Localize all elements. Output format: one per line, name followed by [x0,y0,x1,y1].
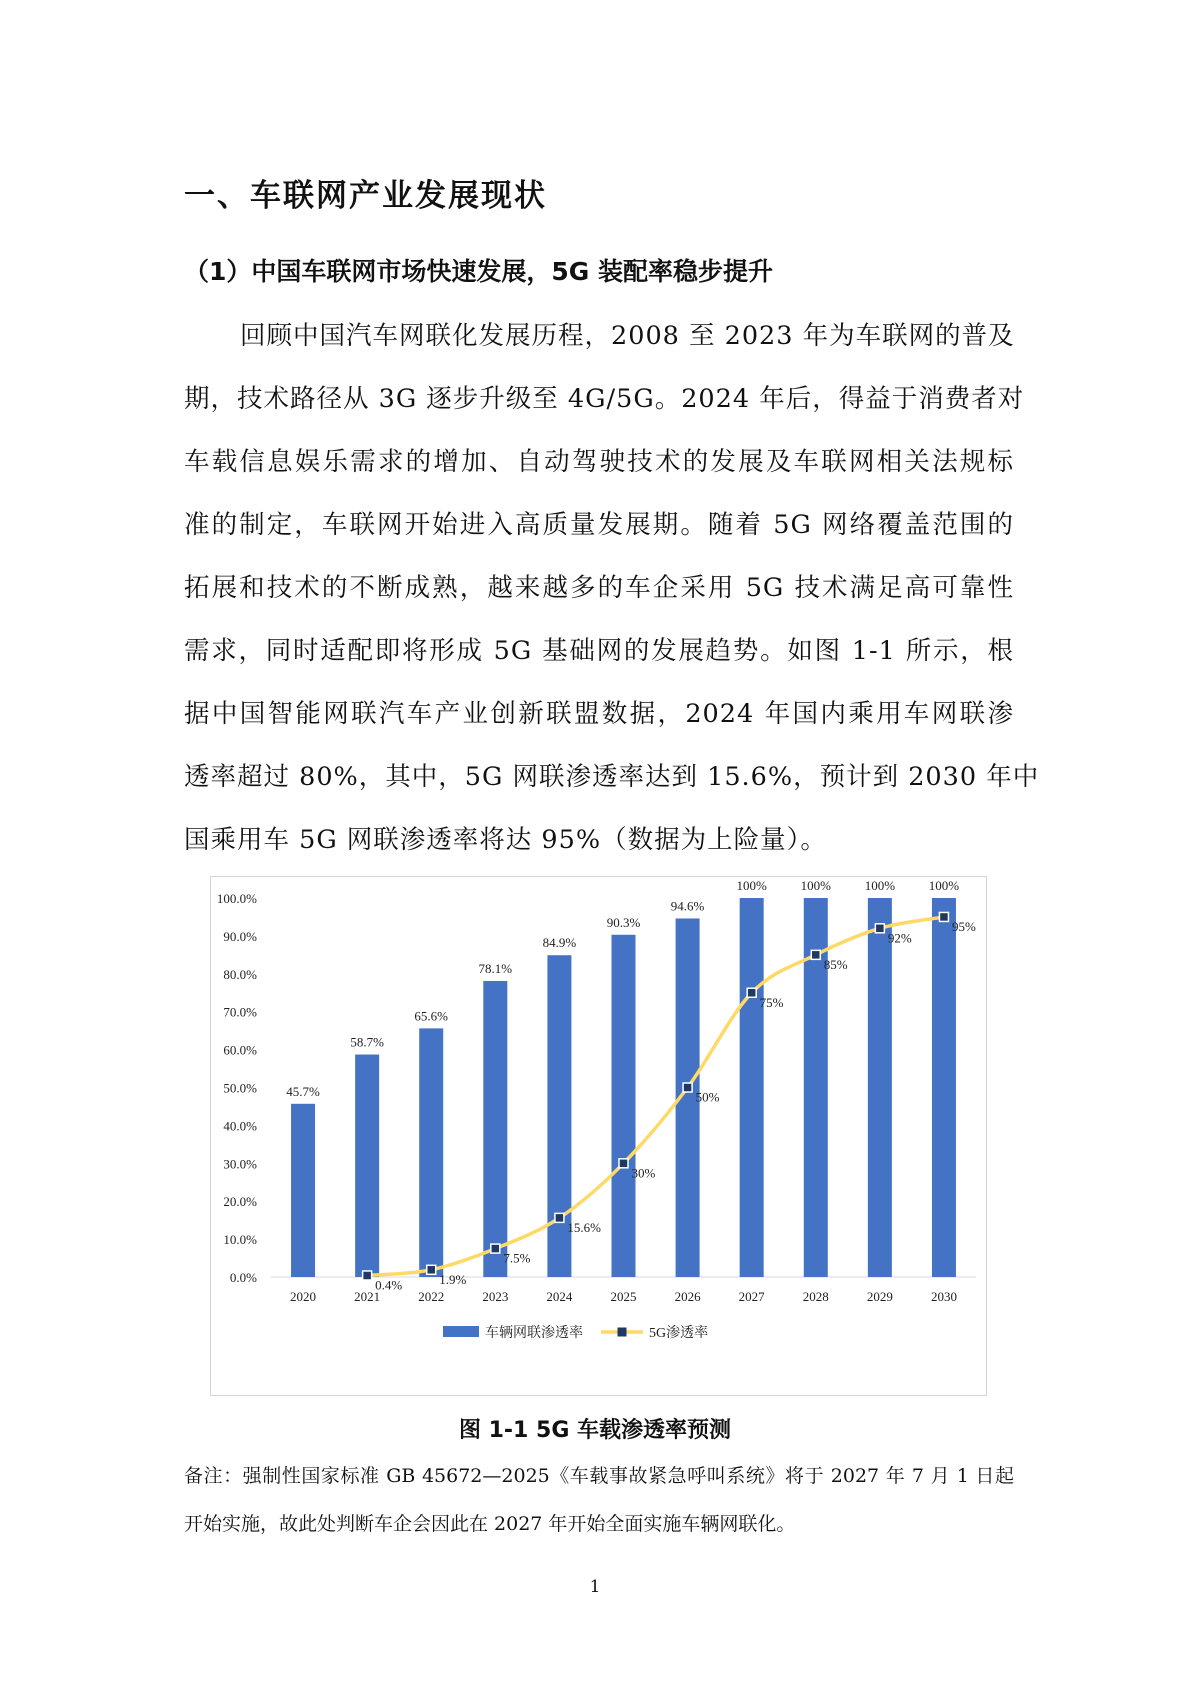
bar-data-label: 100% [736,878,767,893]
bar [355,1055,379,1277]
bar [612,935,636,1277]
y-tick-label: 80.0% [223,966,257,982]
paragraph-line: 期，技术路径从 3G 逐步升级至 4G/5G。2024 年后，得益于消费者对 [184,384,1025,414]
paragraph-line: 据中国智能网联汽车产业创新联盟数据，2024 年国内乘用车网联渗 [184,699,1014,729]
legend-swatch-marker [618,1328,627,1337]
bar-data-label: 100% [800,878,831,893]
line-data-label: 1.9% [439,1271,467,1287]
line-data-label: 75% [759,994,784,1010]
bar-data-label: 100% [864,878,896,893]
paragraph-line: 需求，同时适配即将形成 5G 基础网的发展趋势。如图 1-1 所示，根 [184,636,1014,666]
y-tick-label: 0.0% [229,1270,257,1285]
x-tick-label: 2029 [866,1289,893,1304]
line-point-marker [555,1213,564,1222]
y-tick-label: 20.0% [223,1194,257,1210]
paragraph-line: 车载信息娱乐需求的增加、自动驾驶技术的发展及车联网相关法规标 [184,447,1014,477]
line-point-marker [939,912,948,921]
line-data-label: 7.5% [503,1250,531,1266]
bar-data-label: 94.6% [670,898,705,914]
line-point-marker [747,988,756,997]
line-point-marker [875,924,884,933]
bar-data-label: 90.3% [606,914,641,930]
x-tick-label: 2021 [354,1289,381,1304]
footnote [184,1452,1014,1548]
bar [740,898,764,1277]
bar [483,981,507,1277]
x-tick-label: 2024 [546,1289,573,1304]
x-tick-label: 2025 [610,1289,637,1304]
y-tick-label: 40.0% [223,1118,257,1134]
penetration-chart [210,876,987,1396]
x-tick-label: 2027 [738,1289,765,1304]
x-tick-label: 2026 [674,1289,701,1304]
line-data-label: 85% [823,956,848,972]
bar-data-label: 100% [928,878,960,893]
x-tick-label: 2020 [290,1289,317,1304]
line-data-label: 0.4% [375,1277,403,1293]
paragraph-line: 国乘用车 5G 网联渗透率将达 95%（数据为上险量）。 [184,825,827,855]
bar-data-label: 58.7% [350,1034,384,1050]
bar [868,898,892,1277]
page-number: 1 [589,1577,601,1597]
y-tick-label: 60.0% [223,1042,257,1058]
x-tick-label: 2028 [802,1289,829,1304]
y-tick-label: 30.0% [223,1156,257,1172]
line-data-label: 15.6% [567,1219,602,1235]
y-tick-label: 10.0% [223,1232,257,1248]
paragraph-line: 透率超过 80%，其中，5G 网联渗透率达到 15.6%，预计到 2030 年中 [184,762,1040,792]
bar-data-label: 45.7% [286,1083,320,1099]
y-tick-label: 100.0% [216,891,257,906]
bar [291,1104,315,1277]
line-data-label: 50% [695,1089,720,1105]
x-tick-label: 2030 [930,1289,957,1304]
bar [419,1028,443,1277]
paragraph-line: 准的制定，车联网开始进入高质量发展期。随着 5G 网络覆盖范围的 [184,510,1014,540]
line-point-marker [427,1265,436,1274]
line-point-marker [683,1083,692,1092]
chart-svg [211,877,986,1395]
y-tick-label: 90.0% [223,928,257,944]
line-point-marker [811,950,820,959]
subsection-heading: （1）中国车联网市场快速发展，5G 装配率稳步提升 [184,257,774,286]
bar-data-label: 65.6% [414,1008,449,1024]
line-data-label: 92% [887,930,912,946]
figure-caption: 图 1-1 5G 车载渗透率预测 [458,1418,732,1443]
body-paragraph [184,305,1040,872]
legend-label: 5G渗透率 [649,1326,709,1341]
line-data-label: 30% [631,1165,656,1181]
note-line: 开始实施，故此处判断车企会因此在 2027 年开始全面实施车辆网联化。 [184,1513,796,1535]
y-tick-label: 70.0% [223,1004,257,1020]
legend-swatch-bar [443,1326,479,1337]
line-point-marker [619,1159,628,1168]
bar-data-label: 78.1% [478,961,513,977]
paragraph-line: 拓展和技术的不断成熟，越来越多的车企采用 5G 技术满足高可靠性 [184,573,1014,603]
line-point-marker [363,1271,372,1280]
note-line: 备注：强制性国家标准 GB 45672—2025《车载事故紧急呼叫系统》将于 2027 年 7 月 1 日起 [184,1465,1014,1487]
bar [932,898,956,1277]
bar-data-label: 84.9% [542,935,577,951]
x-tick-label: 2023 [482,1289,509,1304]
paragraph-line: 回顾中国汽车网联化发展历程，2008 至 2023 年为车联网的普及 [240,321,1015,351]
section-heading: 一、车联网产业发展现状 [184,178,547,214]
legend-label: 车辆网联渗透率 [485,1326,583,1341]
line-data-label: 95% [951,918,976,934]
x-tick-label: 2022 [418,1289,445,1304]
y-tick-label: 50.0% [223,1080,257,1096]
line-point-marker [491,1244,500,1253]
series-line-5g [367,914,944,1276]
